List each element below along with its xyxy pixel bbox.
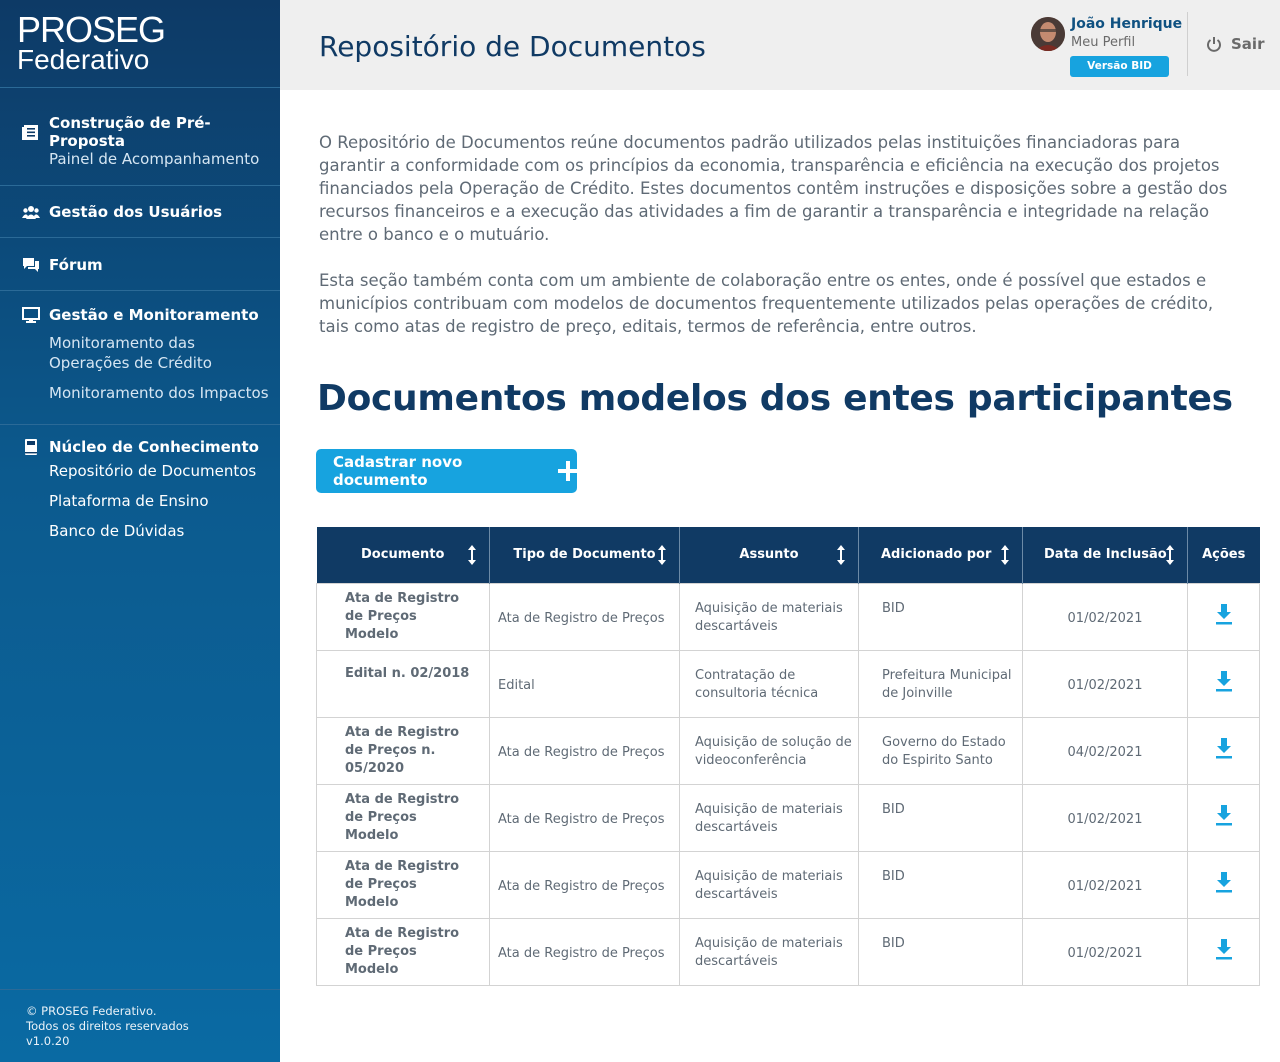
sidebar-item-label: Núcleo de Conhecimento bbox=[49, 438, 259, 456]
column-label: Tipo de Documento bbox=[513, 547, 656, 563]
cell-adicionado-por: Governo do Estado do Espirito Santo bbox=[859, 717, 1023, 784]
add-document-label: Cadastrar novo documento bbox=[333, 453, 463, 489]
cell-tipo: Ata de Registro de Preços bbox=[490, 851, 680, 918]
cell-documento: Ata de Registro de Preços Modelo bbox=[317, 583, 490, 650]
header-divider bbox=[1187, 12, 1188, 76]
column-header-tipo[interactable] bbox=[490, 527, 680, 583]
cell-adicionado-por: BID bbox=[859, 784, 1023, 851]
logo-line2: Federativo bbox=[17, 44, 150, 75]
table-header-row bbox=[317, 527, 1260, 583]
column-label: Ações bbox=[1202, 547, 1246, 563]
nav-group-usuarios bbox=[0, 186, 280, 238]
column-header-acoes bbox=[1188, 527, 1260, 583]
column-label: Data de Inclusão bbox=[1044, 547, 1167, 563]
nav-group-pre-proposta bbox=[0, 88, 280, 186]
cell-assunto: Aquisição de solução de videoconferência bbox=[680, 717, 859, 784]
cell-assunto: Contratação de consultoria técnica bbox=[680, 650, 859, 717]
download-button[interactable] bbox=[1214, 750, 1234, 765]
download-icon bbox=[1214, 938, 1234, 962]
cell-data: 01/02/2021 bbox=[1023, 784, 1188, 851]
column-header-adicionado-por[interactable] bbox=[859, 527, 1023, 583]
cell-tipo: Ata de Registro de Preços bbox=[490, 717, 680, 784]
download-button[interactable] bbox=[1214, 817, 1234, 832]
cell-acoes bbox=[1188, 918, 1260, 985]
forum-chat-icon bbox=[22, 256, 40, 274]
avatar-photo-icon bbox=[1031, 17, 1065, 51]
sidebar-subitem-repositorio[interactable]: Repositório de Documentos bbox=[49, 462, 257, 480]
logout-label: Sair bbox=[1231, 35, 1265, 53]
download-button[interactable] bbox=[1214, 683, 1234, 698]
users-icon bbox=[22, 203, 40, 221]
table-row bbox=[317, 717, 1260, 784]
sidebar-item-pre-proposta[interactable] bbox=[22, 114, 280, 150]
plus-icon bbox=[558, 461, 577, 481]
logout-button[interactable] bbox=[1206, 35, 1264, 53]
sidebar-item-gestao-monitoramento[interactable] bbox=[22, 303, 280, 327]
sidebar-item-label: Construção de Pré-Proposta bbox=[49, 114, 211, 150]
cell-assunto: Aquisição de materiais descartáveis bbox=[680, 583, 859, 650]
download-icon bbox=[1214, 804, 1234, 828]
version-text: v1.0.20 bbox=[26, 1034, 70, 1048]
sidebar-item-label: Fórum bbox=[49, 256, 103, 274]
cell-acoes bbox=[1188, 650, 1260, 717]
sidebar-item-label: Gestão dos Usuários bbox=[49, 203, 223, 221]
cell-adicionado-por: BID bbox=[859, 851, 1023, 918]
column-header-documento[interactable] bbox=[317, 527, 490, 583]
cell-acoes bbox=[1188, 583, 1260, 650]
logo-line1: PROSEG bbox=[17, 9, 166, 50]
cell-documento: Edital n. 02/2018 bbox=[317, 650, 490, 717]
nav-group-monitoramento bbox=[0, 291, 280, 425]
cell-documento: Ata de Registro de Preços Modelo bbox=[317, 784, 490, 851]
add-document-button[interactable] bbox=[316, 449, 577, 493]
sidebar-footer bbox=[0, 989, 280, 1062]
cell-assunto: Aquisição de materiais descartáveis bbox=[680, 918, 859, 985]
column-header-data[interactable] bbox=[1023, 527, 1188, 583]
top-header bbox=[280, 0, 1280, 90]
sidebar-subitem-plataforma-ensino[interactable]: Plataforma de Ensino bbox=[49, 492, 209, 510]
sort-icon[interactable] bbox=[836, 545, 846, 565]
copyright-text: © PROSEG Federativo. bbox=[26, 1004, 157, 1018]
sidebar-subitem-banco-duvidas[interactable]: Banco de Dúvidas bbox=[49, 522, 185, 540]
sidebar-subitem-monitoramento-impactos[interactable]: Monitoramento dos Impactos bbox=[49, 384, 269, 402]
cell-acoes bbox=[1188, 851, 1260, 918]
cell-tipo: Ata de Registro de Preços bbox=[490, 583, 680, 650]
cell-data: 01/02/2021 bbox=[1023, 650, 1188, 717]
column-label: Documento bbox=[361, 547, 445, 563]
table-row bbox=[317, 583, 1260, 650]
sort-icon[interactable] bbox=[1000, 545, 1010, 565]
nav-group-nucleo bbox=[0, 425, 280, 541]
sort-icon[interactable] bbox=[1165, 545, 1175, 565]
profile-link[interactable]: Meu Perfil bbox=[1071, 35, 1136, 50]
monitor-icon bbox=[22, 306, 40, 324]
version-badge: Versão BID bbox=[1070, 56, 1169, 77]
download-icon bbox=[1214, 603, 1234, 627]
page-title: Repositório de Documentos bbox=[319, 30, 706, 63]
cell-data: 01/02/2021 bbox=[1023, 851, 1188, 918]
sidebar-item-forum[interactable] bbox=[22, 253, 280, 277]
download-button[interactable] bbox=[1214, 884, 1234, 899]
table-row bbox=[317, 851, 1260, 918]
download-icon bbox=[1214, 871, 1234, 895]
cell-data: 01/02/2021 bbox=[1023, 918, 1188, 985]
user-avatar[interactable] bbox=[1031, 17, 1065, 51]
sidebar-item-label: Gestão e Monitoramento bbox=[49, 306, 259, 324]
cell-adicionado-por: BID bbox=[859, 583, 1023, 650]
sort-icon[interactable] bbox=[657, 545, 667, 565]
table-body bbox=[317, 583, 1260, 985]
cell-documento: Ata de Registro de Preços n. 05/2020 bbox=[317, 717, 490, 784]
cell-assunto: Aquisição de materiais descartáveis bbox=[680, 851, 859, 918]
section-title: Documentos modelos dos entes participantes bbox=[317, 378, 1233, 419]
download-button[interactable] bbox=[1214, 616, 1234, 631]
power-icon bbox=[1206, 36, 1222, 52]
nav-group-forum bbox=[0, 238, 280, 291]
cell-adicionado-por: BID bbox=[859, 918, 1023, 985]
sort-icon[interactable] bbox=[467, 545, 477, 565]
sidebar-subitem-painel[interactable]: Painel de Acompanhamento bbox=[49, 150, 260, 168]
cell-adicionado-por: Prefeitura Municipal de Joinville bbox=[859, 650, 1023, 717]
download-icon bbox=[1214, 737, 1234, 761]
download-button[interactable] bbox=[1214, 951, 1234, 966]
cell-acoes bbox=[1188, 717, 1260, 784]
cell-documento: Ata de Registro de Preços Modelo bbox=[317, 851, 490, 918]
user-name[interactable]: João Henrique bbox=[1071, 16, 1183, 32]
sidebar bbox=[0, 0, 280, 1062]
rights-text: Todos os direitos reservados bbox=[26, 1019, 189, 1033]
cell-tipo: Edital bbox=[490, 650, 680, 717]
documents-table bbox=[316, 527, 1260, 986]
cell-tipo: Ata de Registro de Preços bbox=[490, 784, 680, 851]
table-row bbox=[317, 918, 1260, 985]
sidebar-subitem-monitoramento-operacoes[interactable]: Monitoramento das Operações de Crédito bbox=[49, 334, 212, 372]
download-icon bbox=[1214, 670, 1234, 694]
column-label: Assunto bbox=[739, 547, 799, 563]
intro-paragraph-2: Esta seção também conta com um ambiente de colaboração entre os entes, onde é possível que estados e municípios contribuam com modelos de documentos frequentemente utilizados pelas operações de crédito, tais como atas de registro de preço, editais, termos de referência, entre outros. bbox=[319, 271, 1214, 336]
cell-documento: Ata de Registro de Preços Modelo bbox=[317, 918, 490, 985]
sidebar-item-usuarios[interactable] bbox=[22, 200, 280, 224]
cell-tipo: Ata de Registro de Preços bbox=[490, 918, 680, 985]
cell-acoes bbox=[1188, 784, 1260, 851]
book-icon bbox=[22, 438, 40, 456]
sidebar-item-nucleo-conhecimento[interactable] bbox=[22, 435, 280, 459]
column-header-assunto[interactable] bbox=[680, 527, 859, 583]
proseg-logo[interactable] bbox=[0, 0, 280, 88]
cell-data: 01/02/2021 bbox=[1023, 583, 1188, 650]
cell-data: 04/02/2021 bbox=[1023, 717, 1188, 784]
intro-text bbox=[319, 131, 1244, 338]
table-row bbox=[317, 650, 1260, 717]
intro-paragraph-1: O Repositório de Documentos reúne documentos padrão utilizados pelas instituições financiadoras para garantir a conformidade com os princípios da economia, transparência e eficiência na execução dos projetos financiados pela Operação de Crédito. Estes documentos contêm instruções e disposições sobre a gestão dos recursos financeiros e a execução das atividades a fim de garantir a transparência e integridade na relação entre o banco e o mutuário. bbox=[319, 133, 1228, 244]
table-row bbox=[317, 784, 1260, 851]
document-list-icon bbox=[22, 123, 40, 141]
column-label: Adicionado por bbox=[881, 547, 992, 563]
cell-assunto: Aquisição de materiais descartáveis bbox=[680, 784, 859, 851]
